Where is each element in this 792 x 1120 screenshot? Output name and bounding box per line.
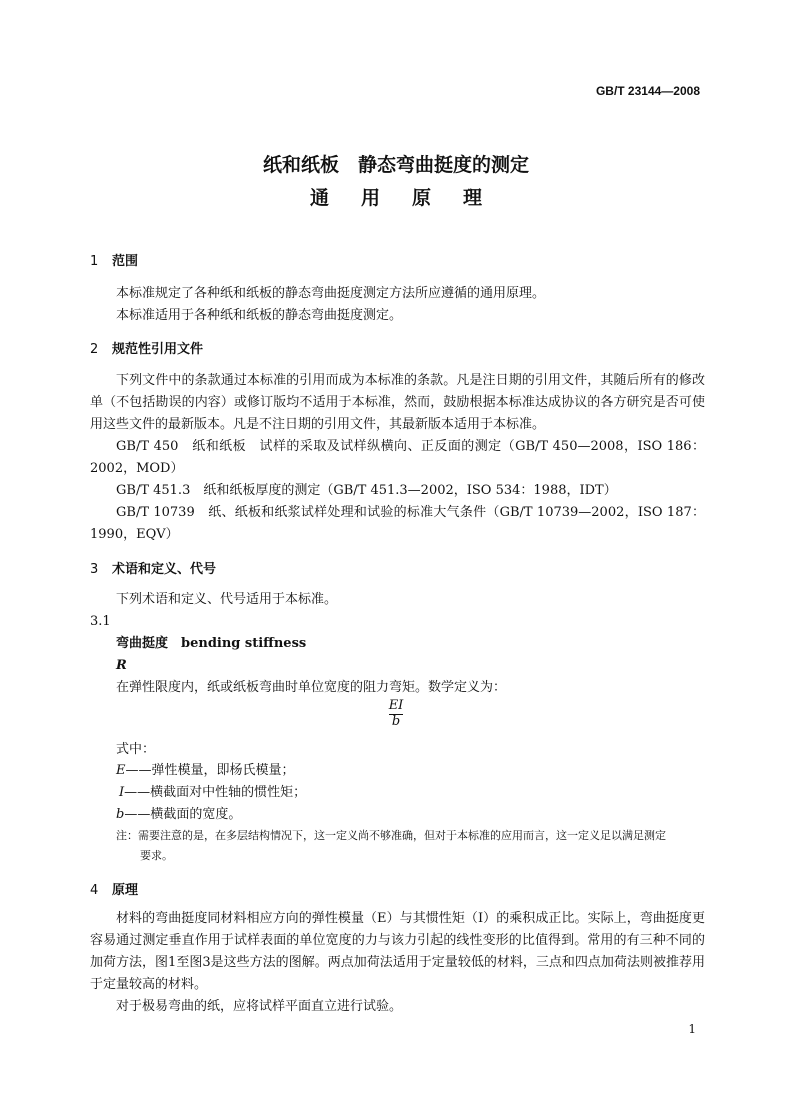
document-title: 纸和纸板 静态弯曲挺度的测定 <box>262 154 529 176</box>
section-title: 原理 <box>112 883 139 898</box>
term-heading: 弯曲挺度 bending stiffness <box>116 636 307 651</box>
reference-gbt-451-3: GB/T 451.3 纸和纸板厚度的测定（GB/T 451.3—2002，ISO 534：1988，IDT） <box>116 483 617 498</box>
section-3-heading <box>90 558 216 577</box>
variable-description: ——横截面对中性轴的惯性矩； <box>124 785 307 800</box>
page-number: 1 <box>688 1022 696 1036</box>
variable-symbol: I <box>119 785 125 800</box>
section-number: 2 <box>90 342 99 357</box>
formula-denominator: b <box>391 714 401 729</box>
section-2-paragraph: 下列文件中的条款通过本标准的引用而成为本标准的条款。凡是注日期的引用文件，其随后所有的修改单（不包括勘误的内容）或修订版均不适用于本标准，然而，鼓励根据本标准达成协议的各方研究是否可使用这些文件的最新版本。凡是不注日期的引用文件，其最新版本适用于本标准。 <box>90 373 705 432</box>
where-label: 式中： <box>116 742 156 757</box>
document-subtitle: 通用原理 <box>309 187 514 209</box>
variable-symbol: b <box>116 807 125 822</box>
section-number: 1 <box>90 254 99 269</box>
term-symbol: R <box>116 658 127 673</box>
variable-e <box>116 760 676 782</box>
section-1-heading <box>90 250 138 269</box>
formula-numerator: EI <box>388 698 404 713</box>
section-4-paragraph-2: 对于极易弯曲的纸，应将试样平面直立进行试验。 <box>116 999 403 1014</box>
note <box>116 826 706 866</box>
variable-b <box>116 804 676 826</box>
section-1-paragraph-2: 本标准适用于各种纸和纸板的静态弯曲挺度测定。 <box>116 308 403 323</box>
variable-i <box>116 782 676 804</box>
section-title: 范围 <box>112 254 139 269</box>
section-1-paragraph-1: 本标准规定了各种纸和纸板的静态弯曲挺度测定方法所应遵循的通用原理。 <box>116 286 546 301</box>
term-definition: 在弹性限度内，纸或纸板弯曲时单位宽度的阻力弯矩。数学定义为： <box>116 680 507 695</box>
note-line-2: 要求。 <box>140 849 173 862</box>
subsection-number: 3.1 <box>90 614 111 629</box>
section-4-heading <box>90 879 138 898</box>
section-number: 3 <box>90 562 99 577</box>
reference-gbt-450: GB/T 450 纸和纸板 试样的采取及试样纵横向、正反面的测定（GB/T 450—2008，ISO 186：2002，MOD） <box>90 439 705 476</box>
note-line-1: 注：需要注意的是，在多层结构情况下，这一定义尚不够准确，但对于本标准的应用而言，这一定义足以满足测定 <box>116 829 666 842</box>
formula <box>380 698 412 731</box>
section-number: 4 <box>90 883 99 898</box>
standard-number: GB/T 23144—2008 <box>595 84 700 98</box>
reference-gbt-10739: GB/T 10739 纸、纸板和纸浆试样处理和试验的标准大气条件（GB/T 10739—2002，ISO 187：1990，EQV） <box>90 505 705 542</box>
section-4-paragraph-1: 材料的弯曲挺度同材料相应方向的弹性模量（E）与其惯性矩（I）的乘积成正比。实际上，弯曲挺度更容易通过测定垂直作用于试样表面的单位宽度的力与该力引起的线性变形的比值得到。常用的有三种不同的加荷方法，图1至图3是这些方法的图解。两点加荷法适用于定量较低的材料，三点和四点加荷法则被推荐用于定量较高的材料。 <box>90 911 705 992</box>
section-title: 术语和定义、代号 <box>112 562 217 577</box>
section-3-paragraph: 下列术语和定义、代号适用于本标准。 <box>116 592 338 607</box>
variable-symbol: E <box>116 763 126 778</box>
variable-description: ——弹性模量，即杨氏模量； <box>125 763 295 778</box>
section-2-heading <box>90 338 203 357</box>
variable-description: ——横截面的宽度。 <box>124 807 242 822</box>
section-title: 规范性引用文件 <box>112 342 204 357</box>
